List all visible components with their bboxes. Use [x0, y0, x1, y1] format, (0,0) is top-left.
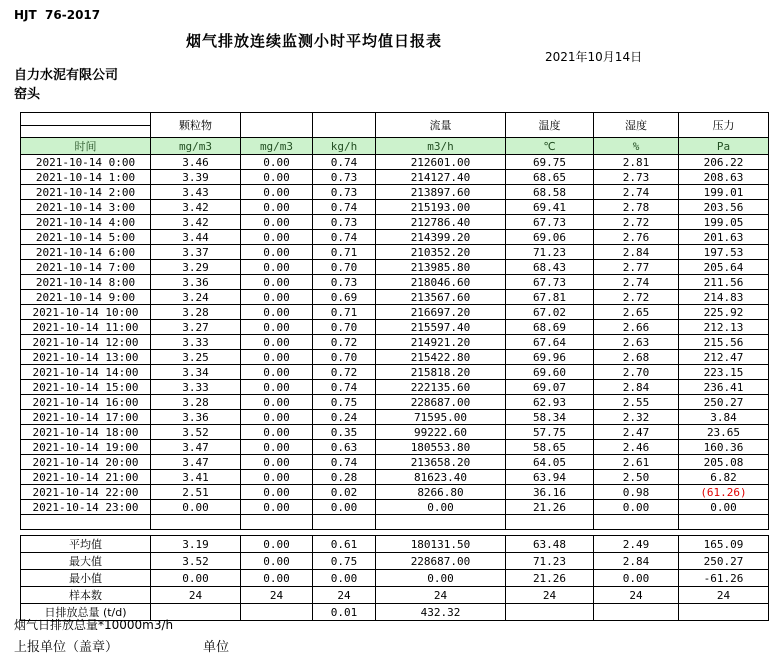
value-cell: 0.98	[594, 485, 679, 500]
table-row	[21, 485, 769, 500]
time-cell: 2021-10-14 10:00	[21, 305, 151, 320]
summary-value-cell: 24	[679, 587, 769, 604]
value-cell: 205.08	[679, 455, 769, 470]
summary-label-cell: 最小值	[21, 570, 151, 587]
value-cell: 0.74	[313, 455, 376, 470]
value-cell: 212.13	[679, 320, 769, 335]
value-cell: 0.35	[313, 425, 376, 440]
summary-label-cell: 日排放总量 (t/d)	[21, 604, 151, 621]
value-cell: 2.46	[594, 440, 679, 455]
value-cell: 69.60	[506, 365, 594, 380]
unit-cell: mg/m3	[241, 138, 313, 155]
value-cell: 3.33	[151, 335, 241, 350]
value-cell: 0.00	[594, 500, 679, 515]
value-cell	[313, 515, 376, 530]
value-cell: 215597.40	[376, 320, 506, 335]
table-row	[21, 365, 769, 380]
unit-label: 单位	[203, 640, 230, 655]
value-cell: 23.65	[679, 425, 769, 440]
table-row	[21, 335, 769, 350]
summary-value-cell: 2.84	[594, 553, 679, 570]
value-cell: 0.74	[313, 155, 376, 170]
value-cell: 2.73	[594, 170, 679, 185]
table-row	[21, 395, 769, 410]
unit-cell: ℃	[506, 138, 594, 155]
value-cell: 212786.40	[376, 215, 506, 230]
value-cell: 0.00	[241, 410, 313, 425]
value-cell: 0.00	[241, 470, 313, 485]
value-cell: 208.63	[679, 170, 769, 185]
table-row	[21, 260, 769, 275]
value-cell: 63.94	[506, 470, 594, 485]
summary-value-cell: 0.00	[241, 553, 313, 570]
value-cell: (61.26)	[679, 485, 769, 500]
value-cell: 0.00	[313, 500, 376, 515]
value-cell: 0.73	[313, 275, 376, 290]
value-cell: 2.65	[594, 305, 679, 320]
report-table-body	[21, 113, 769, 621]
value-cell: 0.00	[241, 320, 313, 335]
value-cell	[376, 515, 506, 530]
unit-cell: m3/h	[376, 138, 506, 155]
value-cell: 68.43	[506, 260, 594, 275]
table-row	[21, 410, 769, 425]
value-cell: 0.00	[241, 380, 313, 395]
value-cell: 0.24	[313, 410, 376, 425]
summary-value-cell: 250.27	[679, 553, 769, 570]
summary-value-cell: 228687.00	[376, 553, 506, 570]
value-cell: 3.37	[151, 245, 241, 260]
value-cell: 0.00	[241, 275, 313, 290]
value-cell: 203.56	[679, 200, 769, 215]
table-row	[21, 305, 769, 320]
value-cell: 228687.00	[376, 395, 506, 410]
value-cell: 68.58	[506, 185, 594, 200]
group-header-cell	[313, 113, 376, 138]
time-cell: 2021-10-14 12:00	[21, 335, 151, 350]
value-cell: 0.00	[241, 305, 313, 320]
value-cell: 0.00	[241, 350, 313, 365]
value-cell: 160.36	[679, 440, 769, 455]
value-cell: 0.00	[241, 335, 313, 350]
value-cell: 250.27	[679, 395, 769, 410]
table-row	[21, 155, 769, 170]
value-cell: 0.70	[313, 260, 376, 275]
value-cell: 0.69	[313, 290, 376, 305]
value-cell: 0.63	[313, 440, 376, 455]
value-cell: 0.72	[313, 365, 376, 380]
summary-value-cell: 3.52	[151, 553, 241, 570]
table-row	[21, 245, 769, 260]
value-cell: 71595.00	[376, 410, 506, 425]
summary-value-cell: -61.26	[679, 570, 769, 587]
summary-value-cell: 0.01	[313, 604, 376, 621]
value-cell: 214127.40	[376, 170, 506, 185]
value-cell: 0.00	[151, 500, 241, 515]
value-cell: 205.64	[679, 260, 769, 275]
value-cell: 68.69	[506, 320, 594, 335]
value-cell: 0.00	[241, 230, 313, 245]
value-cell: 0.73	[313, 185, 376, 200]
summary-value-cell: 0.00	[594, 570, 679, 587]
value-cell: 0.73	[313, 215, 376, 230]
value-cell: 71.23	[506, 245, 594, 260]
summary-value-cell: 3.19	[151, 536, 241, 553]
time-cell: 2021-10-14 0:00	[21, 155, 151, 170]
value-cell: 0.00	[241, 215, 313, 230]
value-cell: 0.71	[313, 245, 376, 260]
value-cell: 2.47	[594, 425, 679, 440]
value-cell: 3.84	[679, 410, 769, 425]
time-cell: 2021-10-14 4:00	[21, 215, 151, 230]
monitoring-point: 窑头	[14, 87, 41, 102]
corner-cell-bottom	[21, 125, 151, 138]
value-cell: 213567.60	[376, 290, 506, 305]
value-cell: 0.00	[241, 455, 313, 470]
value-cell: 214.83	[679, 290, 769, 305]
time-cell: 2021-10-14 20:00	[21, 455, 151, 470]
value-cell: 0.00	[241, 365, 313, 380]
value-cell: 0.00	[376, 500, 506, 515]
value-cell: 3.28	[151, 395, 241, 410]
summary-value-cell: 0.00	[241, 536, 313, 553]
value-cell: 36.16	[506, 485, 594, 500]
summary-value-cell: 63.48	[506, 536, 594, 553]
value-cell: 0.00	[241, 200, 313, 215]
table-row	[21, 350, 769, 365]
unit-cell: mg/m3	[151, 138, 241, 155]
value-cell: 67.64	[506, 335, 594, 350]
group-header-row	[21, 113, 769, 126]
group-header-cell: 温度	[506, 113, 594, 138]
value-cell: 67.73	[506, 275, 594, 290]
value-cell	[679, 515, 769, 530]
company-name: 自力水泥有限公司	[14, 68, 119, 83]
value-cell: 3.47	[151, 440, 241, 455]
table-row	[21, 290, 769, 305]
page-title: 烟气排放连续监测小时平均值日报表	[186, 32, 443, 50]
time-cell: 2021-10-14 22:00	[21, 485, 151, 500]
value-cell: 215193.00	[376, 200, 506, 215]
value-cell: 201.63	[679, 230, 769, 245]
value-cell: 2.51	[151, 485, 241, 500]
group-header-cell	[241, 113, 313, 138]
value-cell	[151, 515, 241, 530]
summary-value-cell: 432.32	[376, 604, 506, 621]
corner-cell-top	[21, 113, 151, 126]
value-cell: 0.00	[241, 245, 313, 260]
value-cell: 3.46	[151, 155, 241, 170]
value-cell: 2.70	[594, 365, 679, 380]
summary-value-cell: 0.75	[313, 553, 376, 570]
value-cell: 212.47	[679, 350, 769, 365]
table-row	[21, 170, 769, 185]
value-cell: 0.00	[241, 485, 313, 500]
summary-row	[21, 553, 769, 570]
value-cell: 212601.00	[376, 155, 506, 170]
time-cell: 2021-10-14 19:00	[21, 440, 151, 455]
unit-header-row	[21, 138, 769, 155]
time-cell: 2021-10-14 16:00	[21, 395, 151, 410]
value-cell: 2.63	[594, 335, 679, 350]
value-cell: 210352.20	[376, 245, 506, 260]
footer-note: 烟气日排放总量*10000m3/h	[14, 618, 174, 632]
group-header-cell: 颗粒物	[151, 113, 241, 138]
value-cell: 0.70	[313, 350, 376, 365]
value-cell: 0.74	[313, 380, 376, 395]
value-cell: 67.81	[506, 290, 594, 305]
value-cell: 0.00	[241, 425, 313, 440]
value-cell: 199.05	[679, 215, 769, 230]
value-cell: 69.07	[506, 380, 594, 395]
document-header	[0, 0, 780, 110]
time-cell: 2021-10-14 17:00	[21, 410, 151, 425]
value-cell: 2.74	[594, 275, 679, 290]
value-cell: 223.15	[679, 365, 769, 380]
value-cell: 3.34	[151, 365, 241, 380]
table-row	[21, 440, 769, 455]
unit-cell: %	[594, 138, 679, 155]
group-header-cell: 湿度	[594, 113, 679, 138]
value-cell: 199.01	[679, 185, 769, 200]
value-cell: 222135.60	[376, 380, 506, 395]
value-cell: 3.36	[151, 410, 241, 425]
summary-value-cell: 2.49	[594, 536, 679, 553]
table-row	[21, 230, 769, 245]
value-cell: 69.96	[506, 350, 594, 365]
value-cell: 0.00	[241, 440, 313, 455]
value-cell: 197.53	[679, 245, 769, 260]
report-date: 2021年10月14日	[545, 50, 643, 64]
report-entity-label: 上报单位（盖章）	[14, 640, 119, 655]
value-cell: 3.28	[151, 305, 241, 320]
value-cell: 2.68	[594, 350, 679, 365]
time-cell: 2021-10-14 5:00	[21, 230, 151, 245]
value-cell: 2.81	[594, 155, 679, 170]
group-header-cell: 压力	[679, 113, 769, 138]
value-cell: 68.65	[506, 170, 594, 185]
summary-label-cell: 平均值	[21, 536, 151, 553]
summary-value-cell: 24	[594, 587, 679, 604]
value-cell: 225.92	[679, 305, 769, 320]
value-cell: 213985.80	[376, 260, 506, 275]
value-cell: 69.75	[506, 155, 594, 170]
table-row	[21, 500, 769, 515]
value-cell: 3.44	[151, 230, 241, 245]
time-cell: 2021-10-14 21:00	[21, 470, 151, 485]
value-cell: 62.93	[506, 395, 594, 410]
value-cell: 0.00	[241, 290, 313, 305]
time-cell: 2021-10-14 6:00	[21, 245, 151, 260]
value-cell: 218046.60	[376, 275, 506, 290]
value-cell: 0.75	[313, 395, 376, 410]
value-cell: 2.76	[594, 230, 679, 245]
value-cell: 3.39	[151, 170, 241, 185]
value-cell: 2.72	[594, 290, 679, 305]
value-cell: 236.41	[679, 380, 769, 395]
time-cell: 2021-10-14 11:00	[21, 320, 151, 335]
value-cell: 99222.60	[376, 425, 506, 440]
value-cell: 3.27	[151, 320, 241, 335]
value-cell: 2.66	[594, 320, 679, 335]
value-cell: 216697.20	[376, 305, 506, 320]
time-cell	[21, 515, 151, 530]
value-cell: 213897.60	[376, 185, 506, 200]
summary-value-cell: 24	[151, 587, 241, 604]
time-cell: 2021-10-14 8:00	[21, 275, 151, 290]
time-cell: 2021-10-14 18:00	[21, 425, 151, 440]
time-cell: 2021-10-14 3:00	[21, 200, 151, 215]
summary-value-cell: 180131.50	[376, 536, 506, 553]
value-cell: 3.33	[151, 380, 241, 395]
summary-row	[21, 570, 769, 587]
value-cell: 69.41	[506, 200, 594, 215]
table-row	[21, 380, 769, 395]
value-cell: 2.61	[594, 455, 679, 470]
value-cell: 58.65	[506, 440, 594, 455]
unit-cell: kg/h	[313, 138, 376, 155]
value-cell: 2.84	[594, 245, 679, 260]
value-cell: 3.29	[151, 260, 241, 275]
value-cell: 2.32	[594, 410, 679, 425]
value-cell: 0.00	[241, 260, 313, 275]
summary-value-cell: 71.23	[506, 553, 594, 570]
table-row	[21, 515, 769, 530]
value-cell: 2.77	[594, 260, 679, 275]
summary-value-cell: 24	[506, 587, 594, 604]
value-cell: 67.02	[506, 305, 594, 320]
value-cell: 214921.20	[376, 335, 506, 350]
document-footer	[0, 612, 780, 654]
value-cell: 3.43	[151, 185, 241, 200]
value-cell: 0.74	[313, 230, 376, 245]
standard-number: HJT 76-2017	[14, 8, 101, 22]
value-cell: 3.36	[151, 275, 241, 290]
value-cell: 180553.80	[376, 440, 506, 455]
value-cell: 0.71	[313, 305, 376, 320]
table-row	[21, 215, 769, 230]
table-row	[21, 185, 769, 200]
summary-value-cell: 24	[241, 587, 313, 604]
value-cell: 0.00	[241, 500, 313, 515]
value-cell: 0.00	[679, 500, 769, 515]
value-cell: 3.42	[151, 200, 241, 215]
value-cell: 0.02	[313, 485, 376, 500]
table-row	[21, 455, 769, 470]
value-cell: 58.34	[506, 410, 594, 425]
value-cell: 2.78	[594, 200, 679, 215]
summary-value-cell: 0.00	[241, 570, 313, 587]
group-header-cell: 流量	[376, 113, 506, 138]
summary-value-cell: 24	[376, 587, 506, 604]
value-cell: 57.75	[506, 425, 594, 440]
summary-value-cell: 0.00	[376, 570, 506, 587]
value-cell: 69.06	[506, 230, 594, 245]
value-cell: 0.28	[313, 470, 376, 485]
value-cell: 81623.40	[376, 470, 506, 485]
value-cell: 2.72	[594, 215, 679, 230]
time-cell: 2021-10-14 14:00	[21, 365, 151, 380]
time-cell: 2021-10-14 1:00	[21, 170, 151, 185]
report-table	[20, 112, 769, 621]
value-cell: 0.00	[241, 395, 313, 410]
summary-value-cell: 0.00	[151, 570, 241, 587]
value-cell: 215818.20	[376, 365, 506, 380]
value-cell: 211.56	[679, 275, 769, 290]
value-cell: 3.47	[151, 455, 241, 470]
value-cell	[241, 515, 313, 530]
table-row	[21, 200, 769, 215]
table-row	[21, 320, 769, 335]
value-cell: 206.22	[679, 155, 769, 170]
time-cell: 2021-10-14 2:00	[21, 185, 151, 200]
value-cell: 8266.80	[376, 485, 506, 500]
value-cell: 3.25	[151, 350, 241, 365]
value-cell: 67.73	[506, 215, 594, 230]
summary-row	[21, 536, 769, 553]
time-cell: 2021-10-14 9:00	[21, 290, 151, 305]
value-cell: 214399.20	[376, 230, 506, 245]
value-cell	[594, 515, 679, 530]
value-cell	[506, 515, 594, 530]
value-cell: 215.56	[679, 335, 769, 350]
summary-row	[21, 587, 769, 604]
value-cell: 213658.20	[376, 455, 506, 470]
table-row	[21, 425, 769, 440]
summary-label-cell: 样本数	[21, 587, 151, 604]
value-cell: 0.72	[313, 335, 376, 350]
unit-cell: Pa	[679, 138, 769, 155]
summary-label-cell: 最大值	[21, 553, 151, 570]
time-cell: 2021-10-14 15:00	[21, 380, 151, 395]
value-cell: 3.42	[151, 215, 241, 230]
time-cell: 2021-10-14 13:00	[21, 350, 151, 365]
value-cell: 2.84	[594, 380, 679, 395]
value-cell: 3.52	[151, 425, 241, 440]
table-row	[21, 470, 769, 485]
value-cell: 0.74	[313, 200, 376, 215]
value-cell: 6.82	[679, 470, 769, 485]
summary-value-cell: 24	[313, 587, 376, 604]
value-cell: 3.24	[151, 290, 241, 305]
value-cell: 0.70	[313, 320, 376, 335]
summary-value-cell: 21.26	[506, 570, 594, 587]
summary-value-cell: 165.09	[679, 536, 769, 553]
value-cell: 3.41	[151, 470, 241, 485]
summary-value-cell: 0.00	[313, 570, 376, 587]
time-cell: 2021-10-14 23:00	[21, 500, 151, 515]
value-cell: 0.00	[241, 185, 313, 200]
summary-value-cell: 0.61	[313, 536, 376, 553]
value-cell: 2.55	[594, 395, 679, 410]
value-cell: 2.74	[594, 185, 679, 200]
value-cell: 21.26	[506, 500, 594, 515]
table-row	[21, 275, 769, 290]
value-cell: 0.00	[241, 155, 313, 170]
value-cell: 0.00	[241, 170, 313, 185]
time-header-cell: 时间	[21, 138, 151, 155]
value-cell: 0.73	[313, 170, 376, 185]
value-cell: 64.05	[506, 455, 594, 470]
time-cell: 2021-10-14 7:00	[21, 260, 151, 275]
value-cell: 215422.80	[376, 350, 506, 365]
value-cell: 2.50	[594, 470, 679, 485]
